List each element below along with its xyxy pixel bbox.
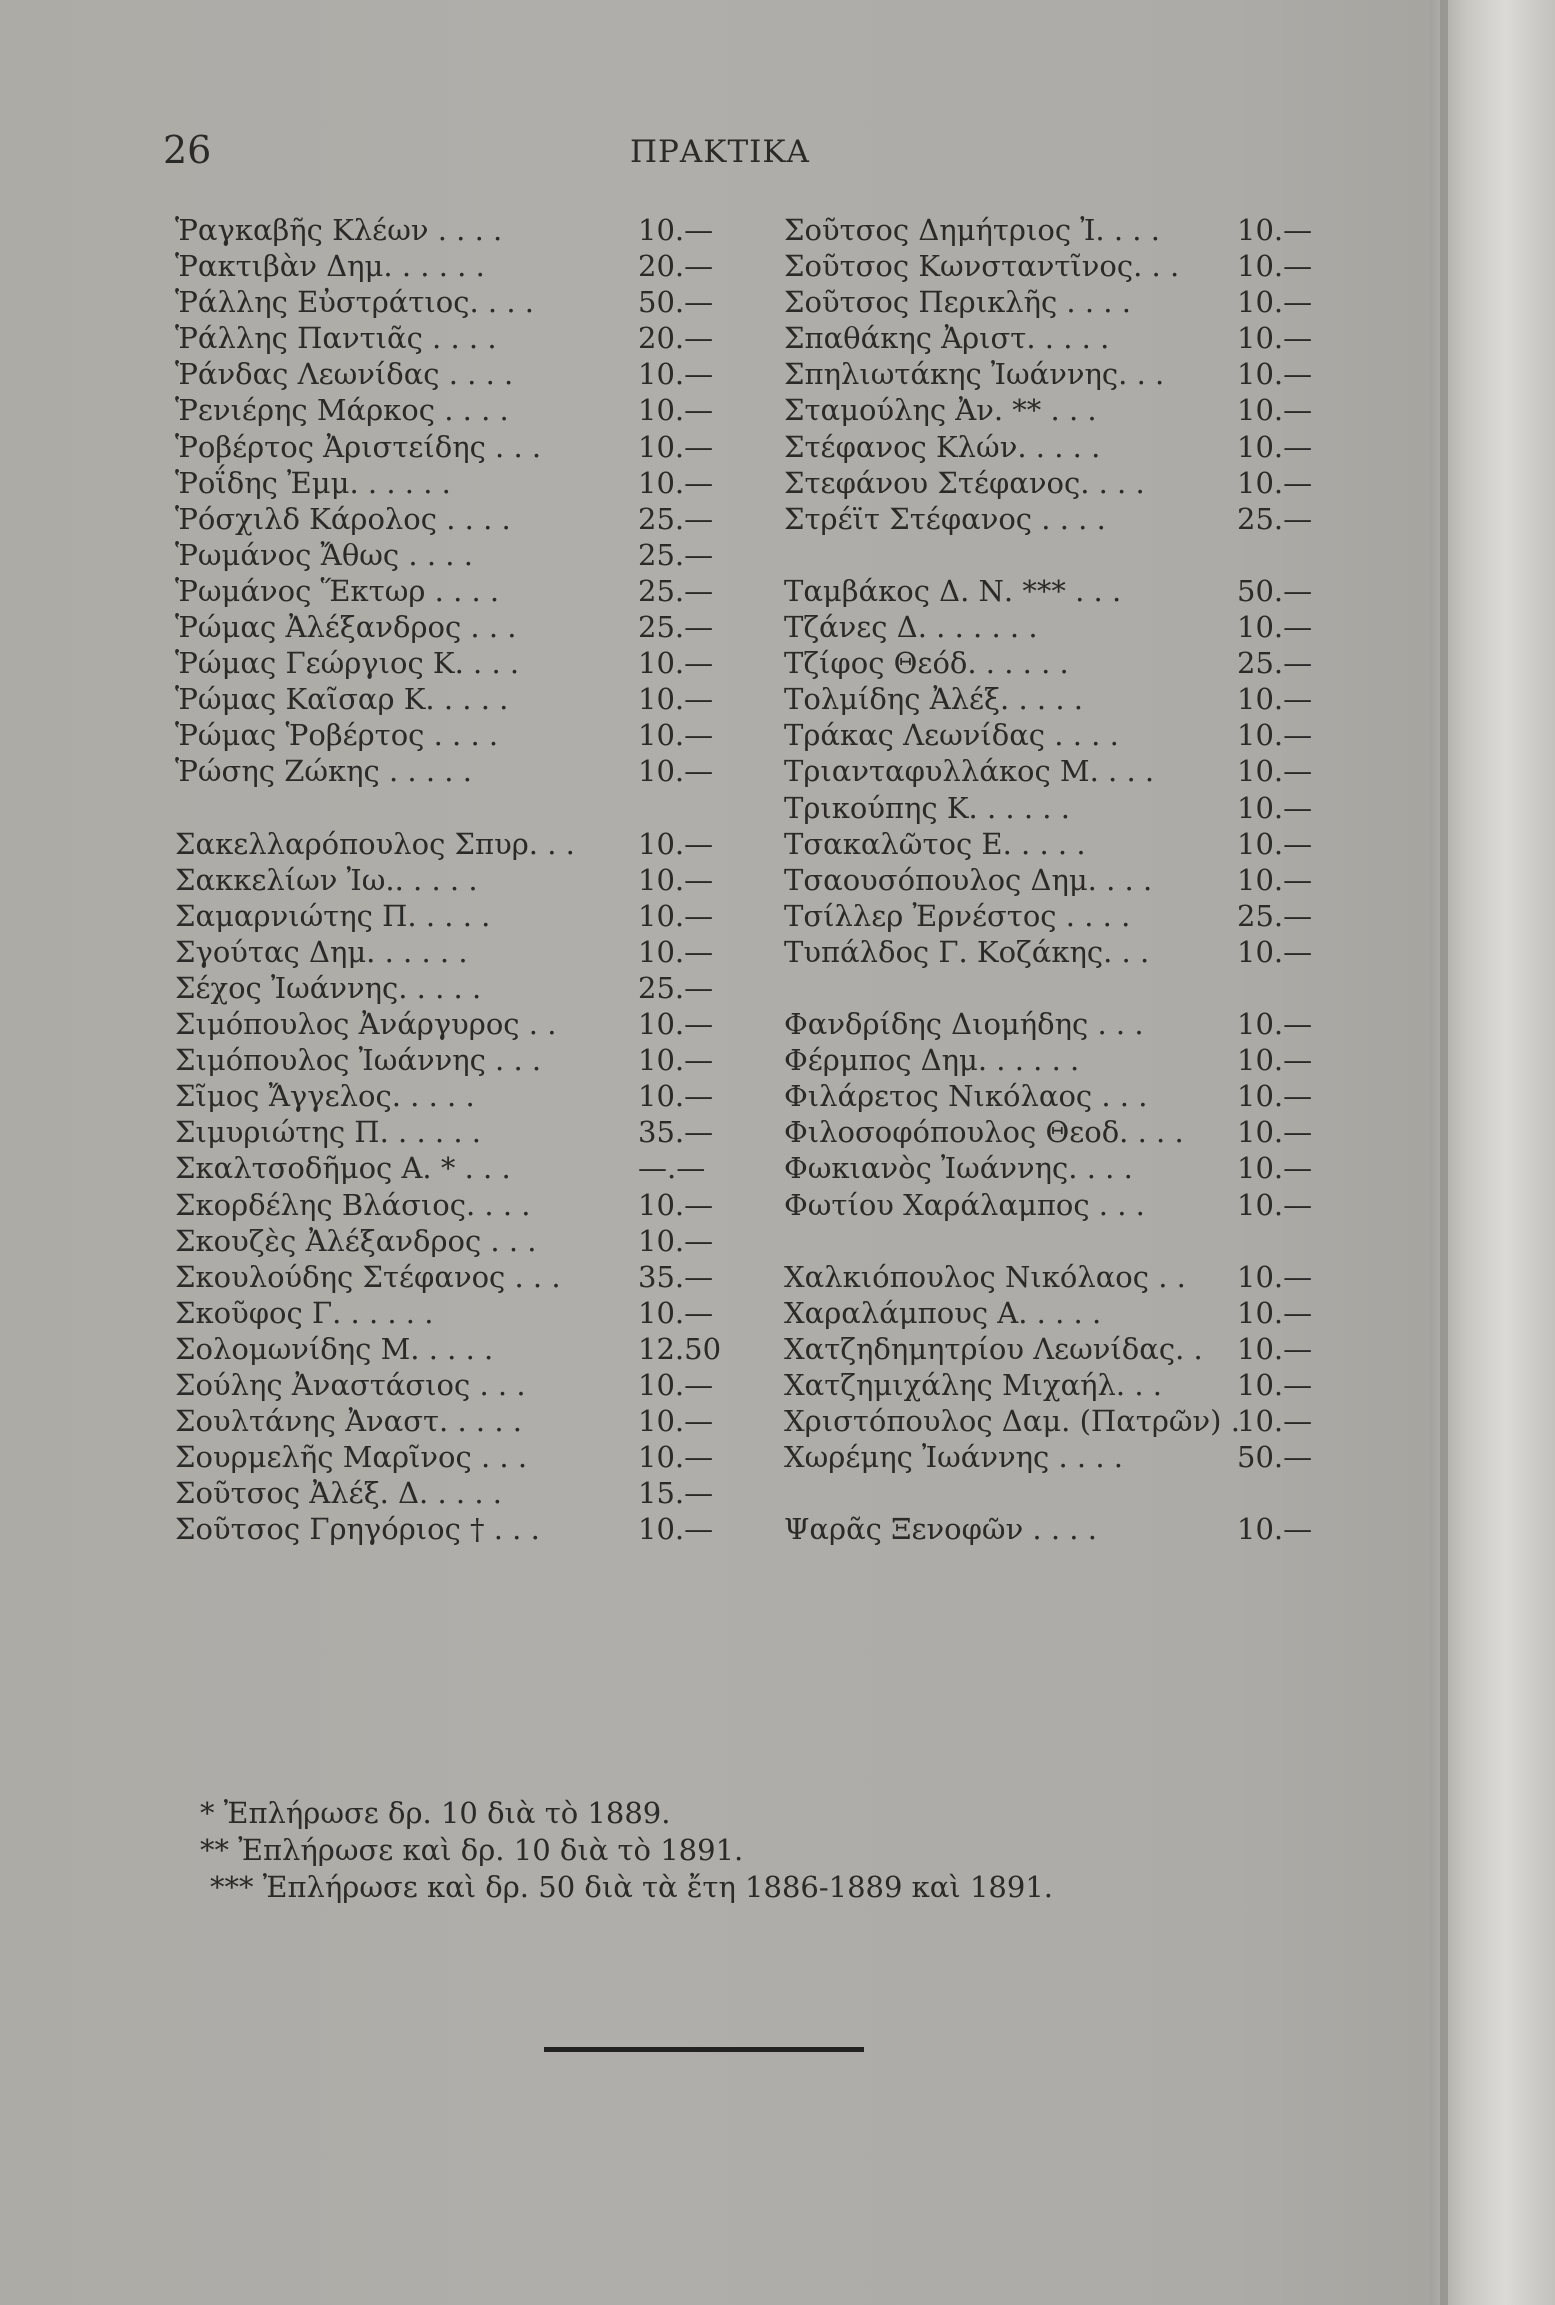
member-name: Τσακαλῶτος Ε. . . . . (784, 826, 1086, 861)
contribution-amount: 10.— (1237, 1043, 1313, 1078)
contribution-amount: 10.— (1237, 429, 1313, 464)
contribution-amount: 10.— (638, 898, 714, 933)
contribution-amount: 10.— (638, 934, 714, 969)
member-name: Σοῦτσος Γρηγόριος † . . . (175, 1512, 540, 1547)
member-name: Φιλάρετος Νικόλαος . . . (784, 1079, 1148, 1114)
member-name: Χατζημιχάλης Μιχαήλ. . . (784, 1368, 1163, 1402)
contribution-amount: 10.— (638, 682, 714, 717)
member-name: Στέφανος Κλών. . . . . (784, 429, 1101, 464)
member-name: Τριανταφυλλάκος Μ. . . . (784, 754, 1155, 789)
contribution-amount: 10.— (638, 862, 714, 897)
member-name: Σακκελίων Ἰω.. . . . . (175, 862, 478, 897)
contribution-amount: 50.— (1237, 1440, 1313, 1475)
member-name: Στρέϊτ Στέφανος . . . . (784, 501, 1106, 536)
contribution-amount: 10.— (638, 465, 714, 500)
contribution-amount: 10.— (1237, 1295, 1313, 1330)
member-name: Ῥακτιβὰν Δημ. . . . . . (175, 249, 485, 284)
contribution-amount: 10.— (1237, 1187, 1313, 1222)
member-name: Σιμυριώτης Π. . . . . . (175, 1115, 481, 1150)
member-name: Ῥάνδας Λεωνίδας . . . . (175, 357, 514, 392)
member-name: Ῥοβέρτος Ἀριστείδης . . . (175, 429, 542, 464)
member-name: Ταμβάκος Δ. Ν. *** . . . (784, 573, 1122, 608)
contribution-amount: 10.— (638, 1079, 714, 1114)
member-name: Τράκας Λεωνίδας . . . . (784, 718, 1119, 753)
member-name: Τολμίδης Ἀλέξ. . . . . (784, 682, 1083, 717)
contribution-amount: 10.— (638, 646, 714, 681)
contribution-amount: 10.— (638, 1187, 714, 1222)
contribution-amount: 10.— (1237, 1007, 1313, 1042)
member-name: Τσίλλερ Ἐρνέστος . . . . (784, 898, 1131, 933)
page-edge (1430, 0, 1555, 2305)
contribution-amount: 10.— (1237, 1115, 1313, 1150)
member-name: Ῥόσχιλδ Κάρολος . . . . (175, 501, 511, 536)
member-name: Ῥοΐδης Ἐμμ. . . . . . (175, 465, 451, 500)
member-name: Σκορδέλης Βλάσιος. . . . (175, 1187, 531, 1222)
member-name: Φωτίου Χαράλαμπος . . . (784, 1187, 1145, 1222)
contribution-amount: 10.— (638, 1440, 714, 1475)
running-title: ΠΡΑΚΤΙΚΑ (630, 134, 810, 170)
contribution-amount: 25.— (1237, 501, 1313, 536)
contribution-amount: 35.— (638, 1259, 714, 1294)
contribution-amount: 35.— (638, 1115, 714, 1150)
member-name: Ῥενιέρης Μάρκος . . . . (175, 393, 509, 428)
member-name: Σῖμος Ἄγγελος. . . . . (175, 1079, 475, 1114)
member-name: Τρικούπης Κ. . . . . . (784, 790, 1070, 825)
contribution-amount: 10.— (1237, 321, 1313, 356)
member-name: Σγούτας Δημ. . . . . . (175, 934, 468, 969)
member-name: Τζίφος Θεόδ. . . . . . (784, 646, 1069, 681)
contribution-amount: 10.— (1237, 357, 1313, 392)
member-name: Σκουζὲς Ἀλέξανδρος . . . (175, 1223, 537, 1258)
member-name: Φωκιανὸς Ἰωάννης. . . . (784, 1151, 1133, 1186)
member-name: Τυπάλδος Γ. Κοζάκης. . . (784, 934, 1150, 969)
member-name: Ῥώσης Ζώκης . . . . . (175, 754, 472, 789)
contribution-amount: 10.— (638, 357, 714, 392)
contribution-amount: 50.— (1237, 573, 1313, 608)
member-name: Ῥαγκαβῆς Κλέων . . . . (175, 213, 503, 247)
member-name: Φέρμπος Δημ. . . . . . (784, 1043, 1080, 1078)
member-name: Σουλτάνης Ἀναστ. . . . . (175, 1404, 523, 1439)
contribution-amount: 10.— (1237, 1512, 1313, 1547)
contribution-amount: 10.— (1237, 682, 1313, 717)
member-name: Σκαλτσοδῆμος Α. * . . . (175, 1151, 511, 1186)
contribution-amount: 10.— (1237, 1404, 1313, 1439)
member-name: Χατζηδημητρίου Λεωνίδας. . (784, 1331, 1203, 1366)
contribution-amount: 20.— (638, 249, 714, 284)
contribution-amount: —.— (638, 1151, 706, 1186)
member-name: Χαλκιόπουλος Νικόλαος . . (784, 1259, 1186, 1294)
member-name: Σοῦτσος Ἀλέξ. Δ. . . . . (175, 1476, 503, 1511)
contribution-amount: 25.— (638, 610, 714, 645)
member-name: Σαμαρνιώτης Π. . . . . (175, 898, 491, 933)
contribution-amount: 15.— (638, 1476, 714, 1511)
contribution-amount: 10.— (638, 1512, 714, 1547)
page-header (0, 128, 1450, 178)
contribution-amount: 50.— (638, 285, 714, 320)
member-name: Σακελλαρόπουλος Σπυρ. . . (175, 826, 575, 861)
contribution-amount: 10.— (1237, 718, 1313, 753)
contribution-amount: 10.— (638, 1404, 714, 1439)
member-name: Στεφάνου Στέφανος. . . . (784, 465, 1145, 500)
contribution-amount: 25.— (638, 537, 714, 572)
contribution-amount: 10.— (638, 754, 714, 789)
contribution-amount: 10.— (1237, 934, 1313, 969)
member-name: Ῥώμας Καῖσαρ Κ. . . . . (175, 682, 509, 717)
member-name: Σταμούλης Ἀν. ** . . . (784, 393, 1097, 428)
contribution-amount: 12.50 (638, 1331, 722, 1366)
contribution-amount: 10.— (1237, 826, 1313, 861)
footnotes (200, 1795, 1053, 1906)
member-name: Ῥώμας Γεώργιος Κ. . . . (175, 646, 520, 681)
member-name: Σούλης Ἀναστάσιος . . . (175, 1368, 526, 1402)
contribution-amount: 10.— (638, 1007, 714, 1042)
member-name: Φιλοσοφόπουλος Θεοδ. . . . (784, 1115, 1184, 1150)
page-number: 26 (163, 128, 212, 172)
contribution-amount: 10.— (1237, 1259, 1313, 1294)
member-name: Σοῦτσος Περικλῆς . . . . (784, 285, 1131, 320)
member-name: Φανδρίδης Διομήδης . . . (784, 1007, 1144, 1042)
footnote: ** Ἐπλήρωσε καὶ δρ. 10 διὰ τὸ 1891. (200, 1833, 744, 1867)
member-name: Τζάνες Δ. . . . . . . (784, 610, 1038, 645)
member-name: Ῥωμάνος Ἄθως . . . . (175, 537, 473, 572)
member-name: Ψαρᾶς Ξενοφῶν . . . . (784, 1512, 1097, 1547)
contribution-amount: 10.— (638, 393, 714, 428)
contribution-amount: 10.— (1237, 213, 1313, 247)
footnote: *** Ἐπλήρωσε καὶ δρ. 50 διὰ τὰ ἔτη 1886-1889 καὶ 1891. (210, 1870, 1053, 1904)
contribution-amount: 20.— (638, 321, 714, 356)
member-name: Σοῦτσος Κωνσταντῖνος. . . (784, 249, 1180, 284)
member-name: Σιμόπουλος Ἰωάννης . . . (175, 1043, 542, 1078)
member-name: Σουρμελῆς Μαρῖνος . . . (175, 1440, 528, 1475)
member-name: Σολομωνίδης Μ. . . . . (175, 1331, 494, 1366)
contribution-amount: 25.— (638, 970, 714, 1005)
contribution-amount: 10.— (1237, 862, 1313, 897)
member-name: Σκουλούδης Στέφανος . . . (175, 1259, 561, 1294)
member-name: Χαραλάμπους Α. . . . . (784, 1295, 1102, 1330)
member-name: Σκοῦφος Γ. . . . . . (175, 1295, 434, 1330)
contribution-amount: 25.— (1237, 898, 1313, 933)
member-name: Τσαουσόπουλος Δημ. . . . (784, 862, 1153, 897)
member-name: Χωρέμης Ἰωάννης . . . . (784, 1440, 1124, 1475)
contribution-amount: 10.— (638, 1043, 714, 1078)
contribution-amount: 10.— (1237, 393, 1313, 428)
contribution-amount: 10.— (1237, 1331, 1313, 1366)
contribution-amount: 10.— (638, 1223, 714, 1258)
member-name: Χριστόπουλος Δαμ. (Πατρῶν) . (784, 1404, 1240, 1439)
member-name: Σέχος Ἰωάννης. . . . . (175, 970, 482, 1005)
footnote: * Ἐπλήρωσε δρ. 10 διὰ τὸ 1889. (200, 1796, 671, 1830)
member-name: Ῥάλλης Εὐστράτιος. . . . (175, 285, 535, 320)
contribution-amount: 10.— (1237, 465, 1313, 500)
contribution-amount: 10.— (1237, 285, 1313, 320)
member-name: Ῥάλλης Παντιᾶς . . . . (175, 321, 497, 356)
member-name: Σοῦτσος Δημήτριος Ἰ. . . . (784, 213, 1160, 247)
contribution-amount: 10.— (638, 213, 714, 247)
member-name: Ῥωμάνος Ἕκτωρ . . . . (175, 573, 500, 608)
member-name: Σιμόπουλος Ἀνάργυρος . . (175, 1007, 557, 1042)
page-edge-shadow (1440, 0, 1448, 2305)
contribution-amount: 10.— (638, 826, 714, 861)
contribution-amount: 10.— (1237, 1151, 1313, 1186)
member-name: Σπηλιωτάκης Ἰωάννης. . . (784, 357, 1165, 392)
contribution-amount: 10.— (638, 429, 714, 464)
contribution-amount: 10.— (638, 1368, 714, 1402)
member-name: Σπαθάκης Ἀριστ. . . . . (784, 321, 1110, 356)
contribution-amount: 25.— (638, 573, 714, 608)
closing-rule (544, 2047, 864, 2052)
contribution-amount: 10.— (1237, 754, 1313, 789)
member-name: Ῥώμας Ἀλέξανδρος . . . (175, 610, 517, 645)
contribution-amount: 10.— (638, 1295, 714, 1330)
contribution-amount: 10.— (1237, 610, 1313, 645)
contribution-amount: 25.— (1237, 646, 1313, 681)
contribution-amount: 25.— (638, 501, 714, 536)
contribution-amount: 10.— (1237, 249, 1313, 284)
member-name: Ῥώμας Ῥοβέρτος . . . . (175, 718, 499, 753)
contribution-amount: 10.— (1237, 1079, 1313, 1114)
contribution-amount: 10.— (1237, 1368, 1313, 1402)
contribution-amount: 10.— (1237, 790, 1313, 825)
contribution-amount: 10.— (638, 718, 714, 753)
